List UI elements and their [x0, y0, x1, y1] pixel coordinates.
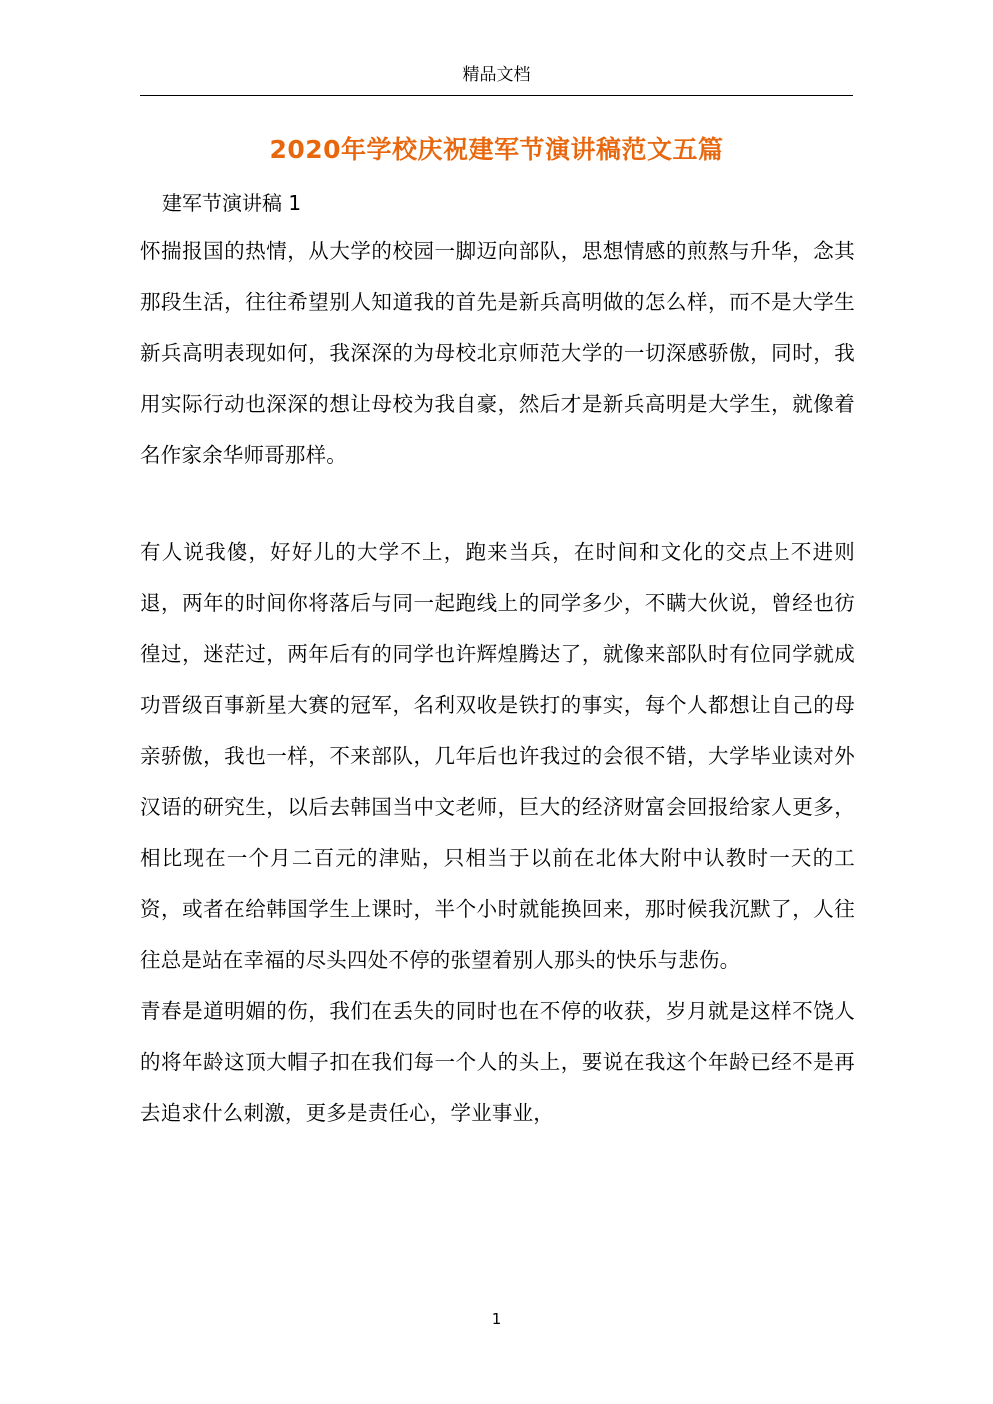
paragraph-2: 有人说我傻，好好儿的大学不上，跑来当兵，在时间和文化的交点上不进则退，两年的时间你将落后与同一起跑线上的同学多少，不瞒大伙说，曾经也彷徨过，迷茫过，两年后有的同学也许辉煌腾达了，就像来部队时有位同学就成功晋级百事新星大赛的冠军，名利双收是铁打的事实，每个人都想让自己的母亲骄傲，我也一样，不来部队，几年后也许我过的会很不错，大学毕业读对外汉语的研究生，以后去韩国当中文老师，巨大的经济财富会回报给家人更多，相比现在一个月二百元的津贴，只相当于以前在北体大附中认教时一天的工资，或者在给韩国学生上课时，半个小时就能换回来，那时候我沉默了，人往往总是站在幸福的尽头四处不停的张望着别人那头的快乐与悲伤。 — [140, 540, 855, 972]
page-number: 1 — [491, 1310, 502, 1328]
section-subtitle: 建军节演讲稿 1 — [162, 191, 302, 215]
paragraph-1: 怀揣报国的热情，从大学的校园一脚迈向部队，思想情感的煎熬与升华，念其那段生活，往往希望别人知道我的首先是新兵高明做的怎么样，而不是大学生新兵高明表现如何，我深深的为母校北京师范大学的一切深感骄傲，同时，我用实际行动也深深的想让母校为我自豪，然后才是新兵高明是大学生，就像着名作家余华师哥那样。 — [140, 239, 855, 467]
header-divider — [140, 95, 853, 96]
document-body — [140, 180, 855, 1139]
paragraph-3: 青春是道明媚的伤，我们在丢失的同时也在不停的收获，岁月就是这样不饶人的将年龄这顶大帽子扣在我们每一个人的头上，要说在我这个年龄已经不是再去追求什么刺激，更多是责任心，学业事业， — [140, 999, 855, 1125]
page-title: 2020年学校庆祝建军节演讲稿范文五篇 — [269, 135, 724, 164]
page-header-watermark: 精品文档 — [462, 65, 531, 85]
